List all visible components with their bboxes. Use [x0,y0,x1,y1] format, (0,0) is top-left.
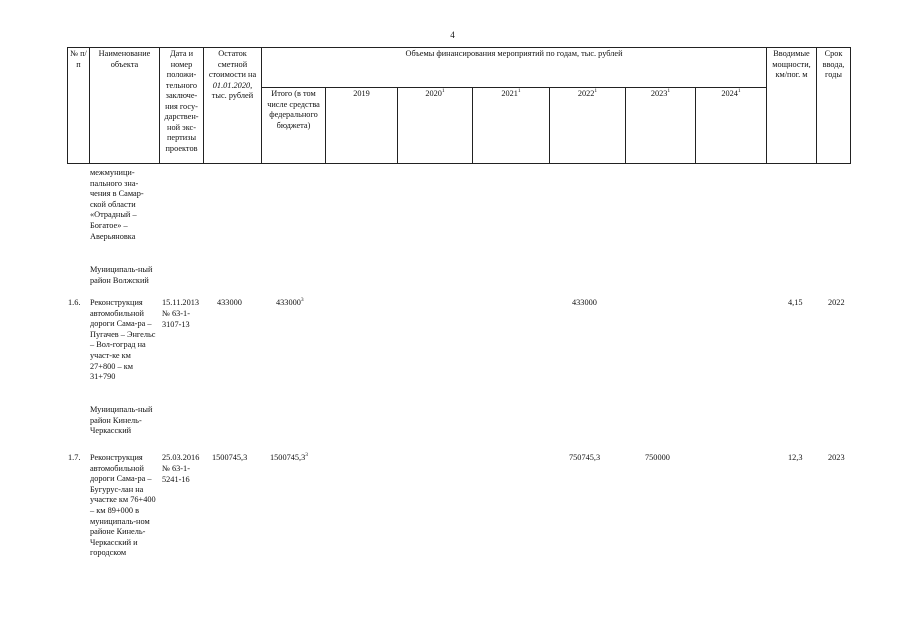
row-1-7-capacity: 12,3 [788,453,803,462]
continuation-text: межмуници-пального зна-чения в Самар-ской области «Отрадный – Богатое» – Аверьяновка [90,168,144,241]
row-1-7-2022: 750745,3 [569,453,601,462]
row-1-6-date: 15.11.2013 [162,298,200,307]
header-remaining-cost [204,48,262,164]
row-1-7-2023: 750000 [645,453,670,462]
header-year-2020: 2020$^1$ [398,88,473,164]
row-1-7-expertise-number: № 63-1-5241-16 [162,464,190,484]
row-1-7-num: 1.7. [68,453,81,462]
row-1-6-district: Муниципаль-ный район Волжский [90,265,153,285]
row-1-6-total: 433000$^3$ [276,297,304,307]
header-year-2021: 2021$^1$ [473,88,550,164]
row-1-6-name: Реконструкция автомобильной дороги Сама-ра – Пугачев – Энгельс – Вол-гоград на участ-ке км 27+800 – км 31+790 [90,298,156,382]
financing-table-header [67,47,851,164]
row-1-7-name: Реконструкция автомобильной дороги Сама-ра – Бугурус-лан на участке км 76+400 – км 89+000 в муниципаль-ном районе Кинель-Черкасский и городском [90,453,156,558]
remaining-cost-pre: Остаток сметной стоимости на [208,49,257,79]
header-object-name: Наименование объекта [90,48,160,164]
row-1-7-district: Муниципаль-ный район Кинель-Черкасский [90,405,153,436]
row-1-7-term: 2023 [828,453,845,462]
header-num: № п/п [68,48,90,164]
row-1-6-capacity: 4,15 [788,298,803,307]
header-total: Итого (в том числе средства федерального бюджета) [262,88,326,164]
header-term: Срок ввода, годы [817,48,851,164]
page-number: 4 [450,30,455,40]
header-expertise-date: Дата и номер положи-тельного заключе-ния госу-дарствен-ной экс-пертизы проектов [160,48,204,164]
header-year-2024: 2024$^1$ [696,88,767,164]
remaining-cost-post: тыс. рублей [211,91,254,100]
header-year-2019: 2019 [326,88,398,164]
row-1-6-2022: 433000 [572,298,597,307]
row-1-7-total: 1500745,3$^3$ [270,452,309,462]
row-1-6-term: 2022 [828,298,845,307]
row-1-6-expertise-number: № 63-1-3107-13 [162,309,190,329]
row-1-6-num: 1.6. [68,298,81,307]
row-1-7-date: 25.03.2016 [162,453,200,462]
row-1-6-remaining: 433000 [217,298,242,307]
header-capacity: Вводимые мощности, км/пог. м [767,48,817,164]
header-year-2022: 2022$^1$ [550,88,626,164]
header-financing: Объемы финансирования мероприятий по годам, тыс. рублей [262,48,767,88]
header-year-2023: 2023$^1$ [626,88,696,164]
row-1-7-remaining: 1500745,3 [212,453,248,462]
remaining-cost-date: 01.01.2020, [212,80,253,90]
